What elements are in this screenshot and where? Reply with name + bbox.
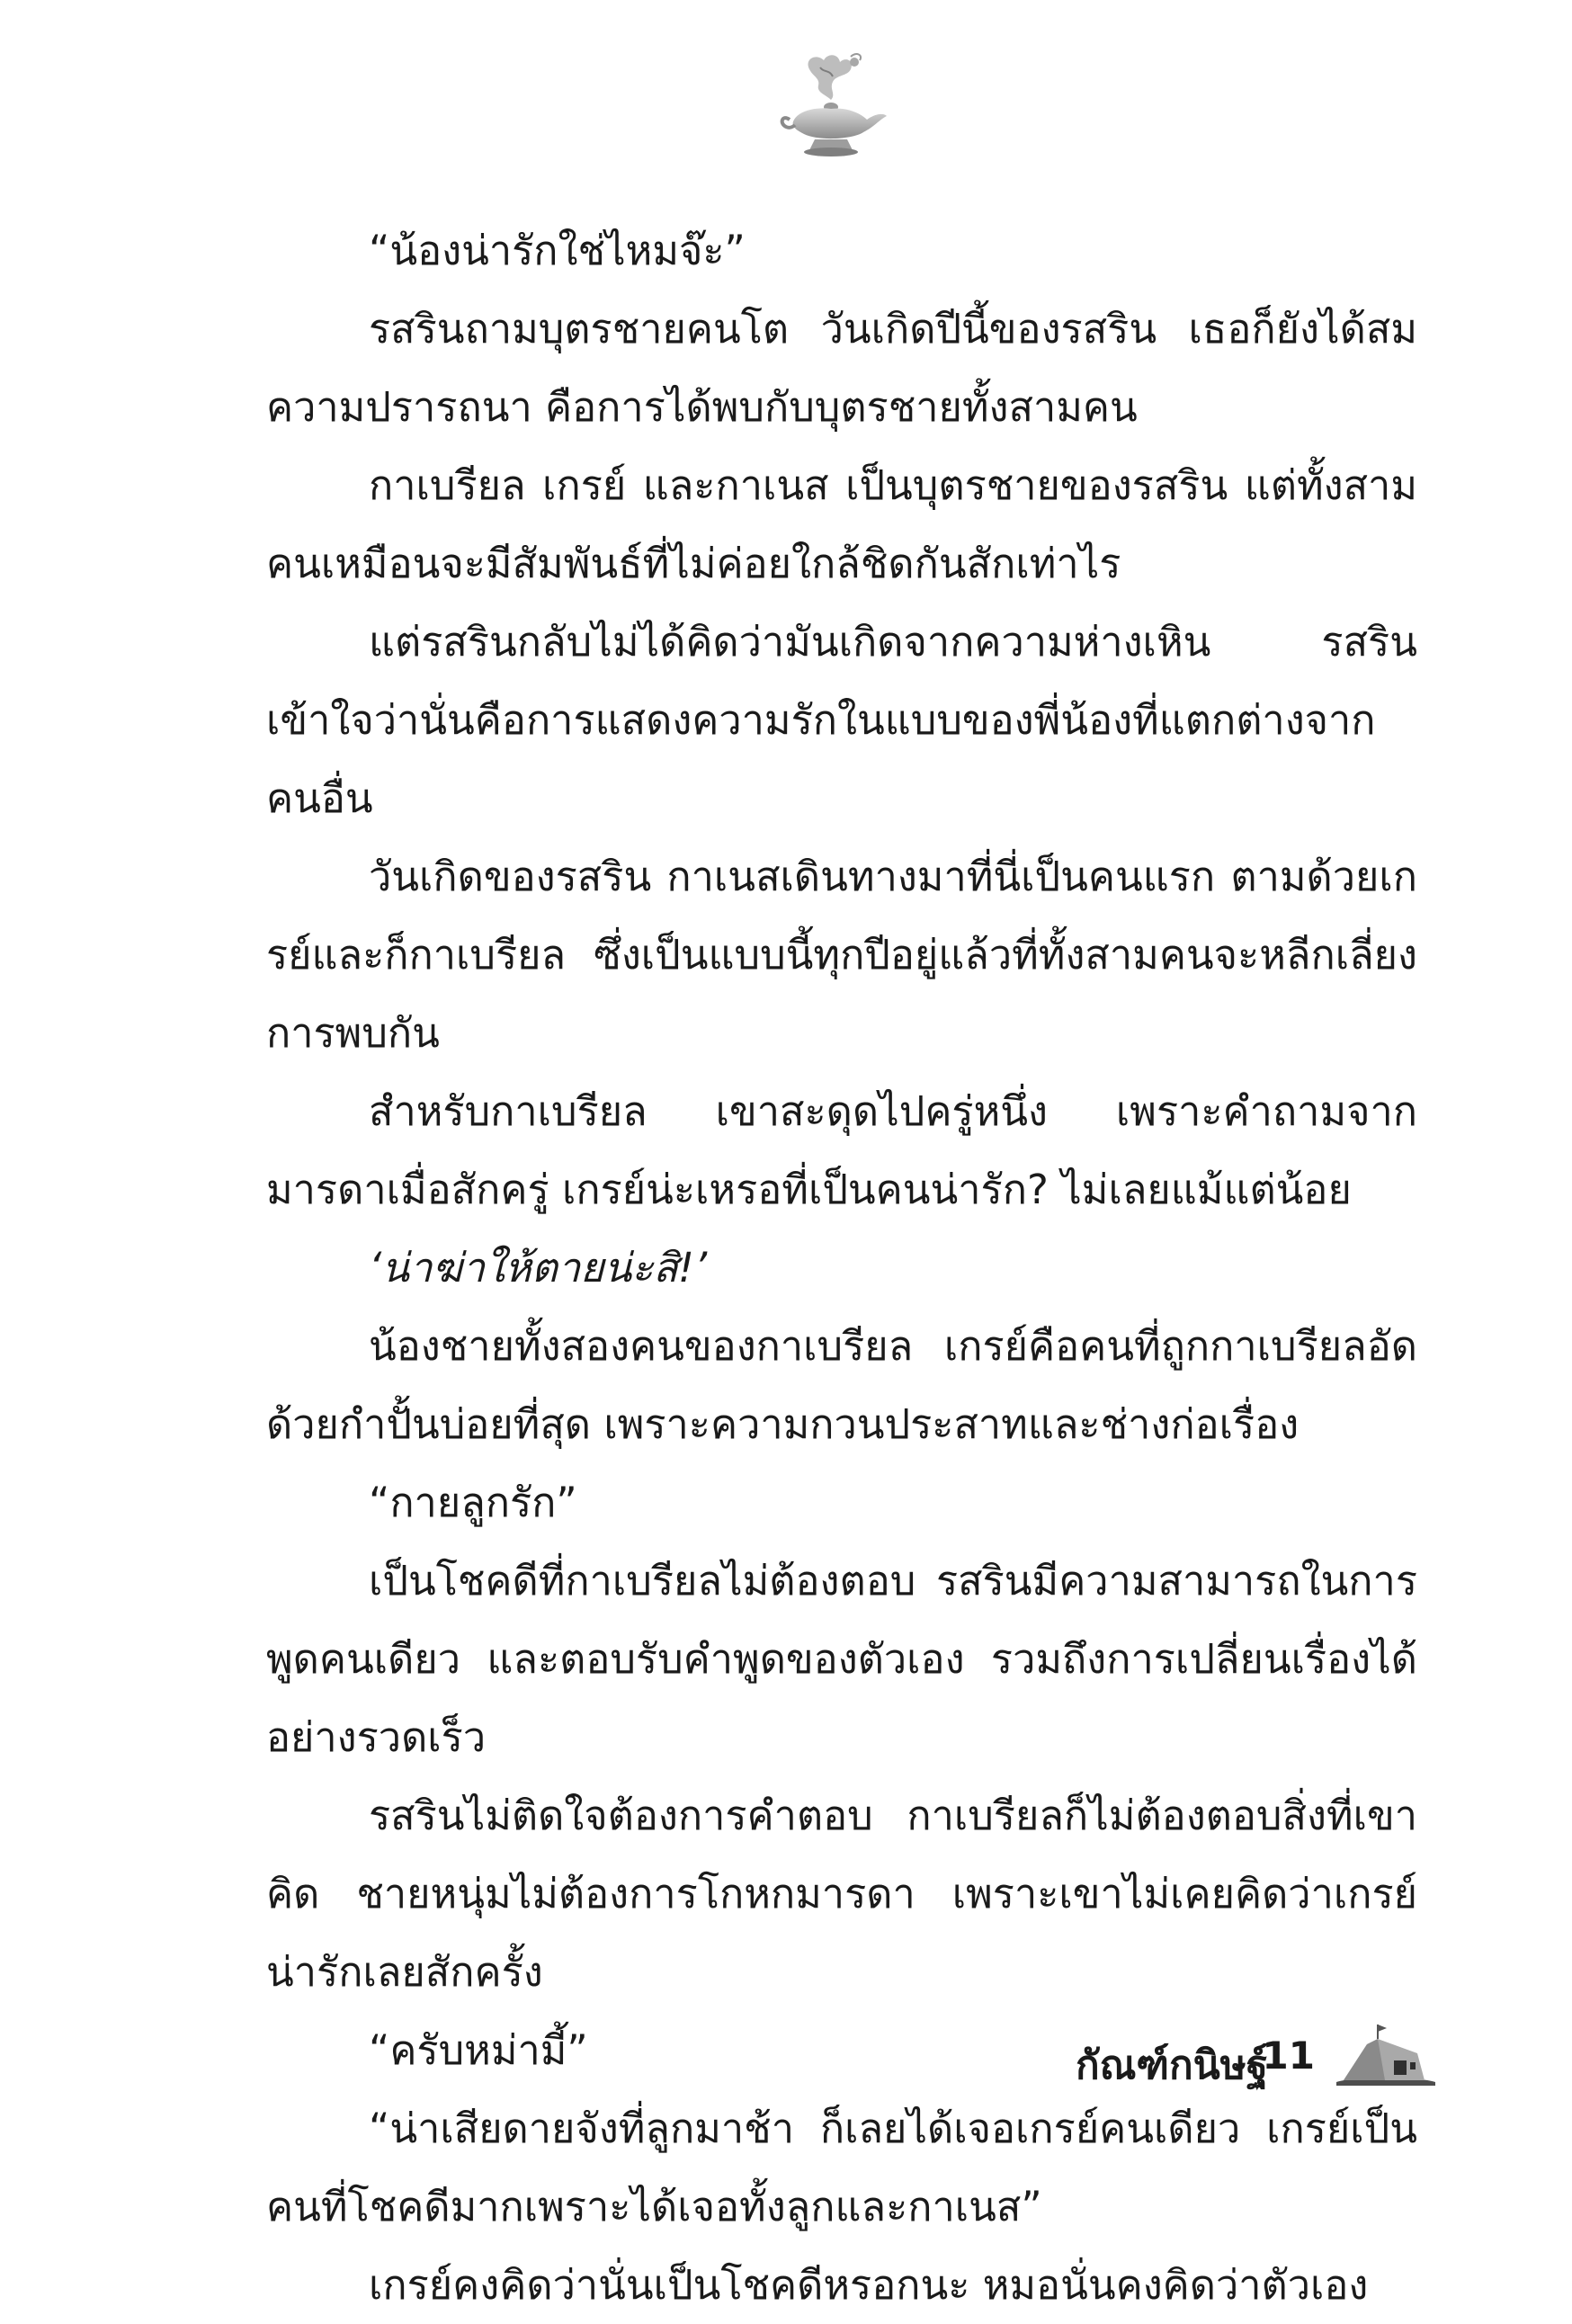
genie-lamp-icon bbox=[773, 49, 890, 166]
paragraph: กาเบรียล เกรย์ และกาเนส เป็นบุตรชายของรสริน แต่ทั้งสามคนเหมือนจะมีสัมพันธ์ที่ไม่ค่อยใกล้ชิดกันสักเท่าไร bbox=[266, 461, 1417, 587]
paragraph: เป็นโชคดีที่กาเบรียลไม่ต้องตอบ รสรินมีความสามารถในการพูดคนเดียว และตอบรับคำพูดของตัวเอง รวมถึงการเปลี่ยนเรื่องได้อย่างรวดเร็ว bbox=[266, 1557, 1417, 1761]
book-title: กัณฑ์กนิษฐ์ bbox=[1076, 2042, 1268, 2088]
paragraph: แต่รสรินกลับไม่ได้คิดว่ามันเกิดจากความห่างเหิน รสรินเข้าใจว่านั่นคือการแสดงความรักในแบบของพี่น้องที่แตกต่างจากคนอื่น bbox=[266, 618, 1417, 822]
paragraph: น้องชายทั้งสองคนของกาเบรียล เกรย์คือคนที่ถูกกาเบรียลอัดด้วยกำปั้นบ่อยที่สุด เพราะความกวนประสาทและช่างก่อเรื่อง bbox=[266, 1322, 1417, 1448]
paragraph: “น้องน่ารักใช่ไหมจ๊ะ” bbox=[369, 227, 746, 274]
paragraph: รสรินถามบุตรชายคนโต วันเกิดปีนี้ของรสริน เธอก็ยังได้สมความปรารถนา คือการได้พบกับบุตรชายทั้งสามคน bbox=[266, 305, 1417, 431]
paragraph: เกรย์คงคิดว่านั่นเป็นโชคดีหรอกนะ หมอนั่นคงคิดว่าตัวเอง bbox=[369, 2261, 1369, 2309]
paragraph: รสรินไม่ติดใจต้องการคำตอบ กาเบรียลก็ไม่ต้องตอบสิ่งที่เขาคิด ชายหนุ่มไม่ต้องการโกหกมารดา เพราะเขาไม่เคยคิดว่าเกรย์น่ารักเลยสักครั้ง bbox=[266, 1792, 1417, 1996]
tent-icon bbox=[1331, 2023, 1439, 2095]
paragraph: ‘น่าฆ่าให้ตายน่ะสิ!’ bbox=[369, 1244, 708, 1292]
paragraph: สำหรับกาเบรียล เขาสะดุดไปครู่หนึ่ง เพราะคำถามจากมารดาเมื่อสักครู่ เกรย์น่ะเหรอที่เป็นคนน่ารัก? ไม่เลยแม้แต่น้อย bbox=[266, 1087, 1417, 1213]
paragraph: “น่าเสียดายจังที่ลูกมาช้า ก็เลยได้เจอเกรย์คนเดียว เกรย์เป็นคนที่โชคดีมากเพราะได้เจอทั้งลูกและกาเนส” bbox=[266, 2105, 1417, 2230]
chapter-body bbox=[266, 211, 1417, 2324]
paragraph: วันเกิดของรสริน กาเนสเดินทางมาที่นี่เป็นคนแรก ตามด้วยเกรย์และก็กาเบรียล ซึ่งเป็นแบบนี้ทุกปีอยู่แล้วที่ทั้งสามคนจะหลีกเลี่ยงการพบกัน bbox=[266, 853, 1417, 1057]
page-number: 11 bbox=[1262, 2033, 1315, 2078]
paragraph: “ครับหม่ามี้” bbox=[369, 2026, 588, 2074]
page-footer bbox=[971, 2010, 1439, 2109]
paragraph: “กายลูกรัก” bbox=[369, 1479, 577, 1526]
